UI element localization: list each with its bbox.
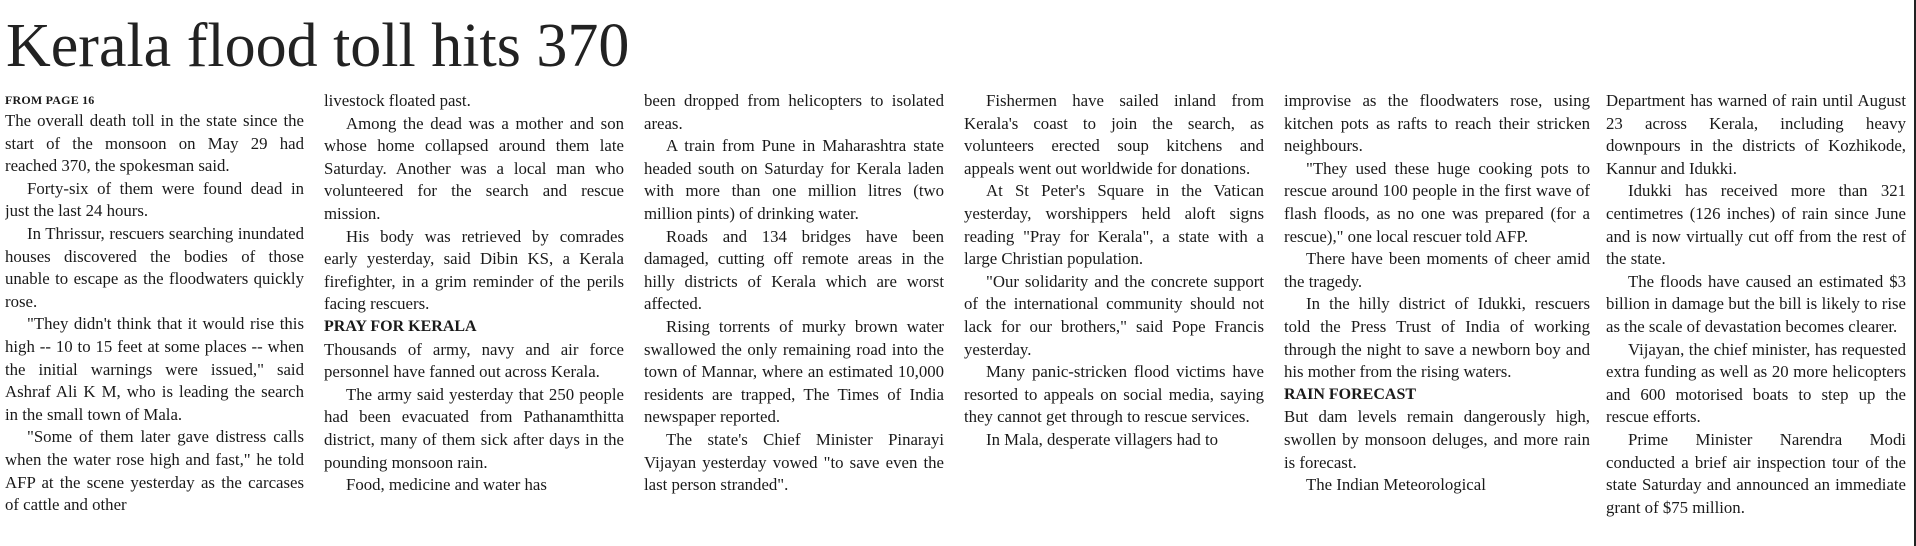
paragraph: "Some of them later gave distress calls when the water rose high and fast," he told AFP at the scene yesterday as the carcases of cattle and other xyxy=(5,427,304,515)
column-3 xyxy=(644,90,944,546)
paragraph: A train from Pune in Maharashtra state headed south on Saturday for Kerala laden with more than one million litres (two million pints) of drinking water. xyxy=(644,136,944,223)
jump-line: FROM PAGE 16 xyxy=(5,93,95,107)
paragraph: There have been moments of cheer amid the tragedy. xyxy=(1284,249,1590,291)
paragraph: In the hilly district of Idukki, rescuers told the Press Trust of India of working through the night to save a newborn boy and his mother from the rising waters. xyxy=(1284,294,1590,382)
paragraph: The overall death toll in the state since the start of the monsoon on May 29 had reached 370, the spokesman said. xyxy=(5,111,304,176)
paragraph: The Indian Meteorological xyxy=(1306,475,1486,495)
paragraph: Rising torrents of murky brown water swallowed the only remaining road into the town of Mannar, where an estimated 10,000 residents are trapped, The Times of India newspaper reported. xyxy=(644,316,944,427)
paragraph: improvise as the floodwaters rose, using kitchen pots as rafts to reach their stricken neighbours. xyxy=(1284,91,1590,156)
column-1 xyxy=(5,90,304,546)
paragraph: Roads and 134 bridges have been damaged, cutting off remote areas in the hilly districts of Kerala which are worst affected. xyxy=(644,226,944,314)
paragraph: The army said yesterday that 250 people had been evacuated from Pathanamthitta district, many of them sick after days in the pounding monsoon rain. xyxy=(324,384,624,472)
paragraph: The state's Chief Minister Pinarayi Vijayan yesterday vowed "to save even the last person stranded". xyxy=(644,429,944,495)
paragraph: In Mala, desperate villagers had to xyxy=(986,429,1219,449)
column-5 xyxy=(1284,90,1590,546)
article-body xyxy=(0,90,1916,546)
paragraph: "Our solidarity and the concrete support of the international community should not lack for our brothers," said Pope Francis yesterday. xyxy=(964,271,1264,359)
paragraph: Among the dead was a mother and son whose home collapsed around them late Saturday. Another was a local man who volunteered for the search and rescue mission. xyxy=(324,113,624,223)
paragraph: Idukki has received more than 321 centimetres (126 inches) of rain since June and is now virtually cut off from the rest of the state. xyxy=(1606,181,1906,269)
paragraph: But dam levels remain dangerously high, swollen by monsoon deluges, and more rain is forecast. xyxy=(1284,407,1590,472)
paragraph: The floods have caused an estimated $3 billion in damage but the bill is likely to rise as the scale of devastation becomes clearer. xyxy=(1606,271,1906,336)
paragraph: His body was retrieved by comrades early yesterday, said Dibin KS, a Kerala firefighter, in a grim reminder of the perils facing rescuers. xyxy=(324,226,624,314)
paragraph: been dropped from helicopters to isolated areas. xyxy=(644,91,944,133)
subhead-rain-forecast: RAIN FORECAST xyxy=(1284,385,1417,403)
column-6 xyxy=(1606,90,1906,546)
paragraph: Thousands of army, navy and air force personnel have fanned out across Kerala. xyxy=(324,339,624,382)
paragraph: Forty-six of them were found dead in just the last 24 hours. xyxy=(5,178,304,221)
paragraph: Vijayan, the chief minister, has requested extra funding as well as 20 more helicopters and 600 motorised boats to step up the rescue efforts. xyxy=(1606,339,1906,427)
paragraph: Many panic-stricken flood victims have resorted to appeals on social media, saying they cannot get through to rescue services. xyxy=(964,362,1264,427)
paragraph: livestock floated past. xyxy=(324,91,471,110)
paragraph: At St Peter's Square in the Vatican yesterday, worshippers held aloft signs reading "Pray for Kerala", a state with a large Christian population. xyxy=(964,181,1264,269)
subhead-pray-for-kerala: PRAY FOR KERALA xyxy=(324,317,477,335)
column-4 xyxy=(964,90,1264,546)
paragraph: In Thrissur, rescuers searching inundated houses discovered the bodies of those unable to escape as the floodwaters quickly rose. xyxy=(5,223,304,311)
paragraph: Prime Minister Narendra Modi conducted a brief air inspection tour of the state Saturday and announced an immediate grant of $75 million. xyxy=(1606,429,1906,517)
paragraph: "They didn't think that it would rise this high -- 10 to 15 feet at some places -- when the initial warnings were issued," said Ashraf Ali K M, who is leading the search in the small town of Mala. xyxy=(5,314,304,424)
paragraph: Department has warned of rain until August 23 across Kerala, including heavy downpours in the districts of Kozhikode, Kannur and Idukki. xyxy=(1606,91,1906,178)
paragraph: "They used these huge cooking pots to rescue around 100 people in the first wave of flash floods, as no one was prepared (for a rescue)," one local rescuer told AFP. xyxy=(1284,158,1590,246)
paragraph: Food, medicine and water has xyxy=(346,475,547,495)
headline: Kerala flood toll hits 370 xyxy=(6,12,630,80)
paragraph: Fishermen have sailed inland from Kerala's coast to join the search, as volunteers erected soup kitchens and appeals went out worldwide for donations. xyxy=(964,91,1264,178)
column-2 xyxy=(324,90,624,546)
